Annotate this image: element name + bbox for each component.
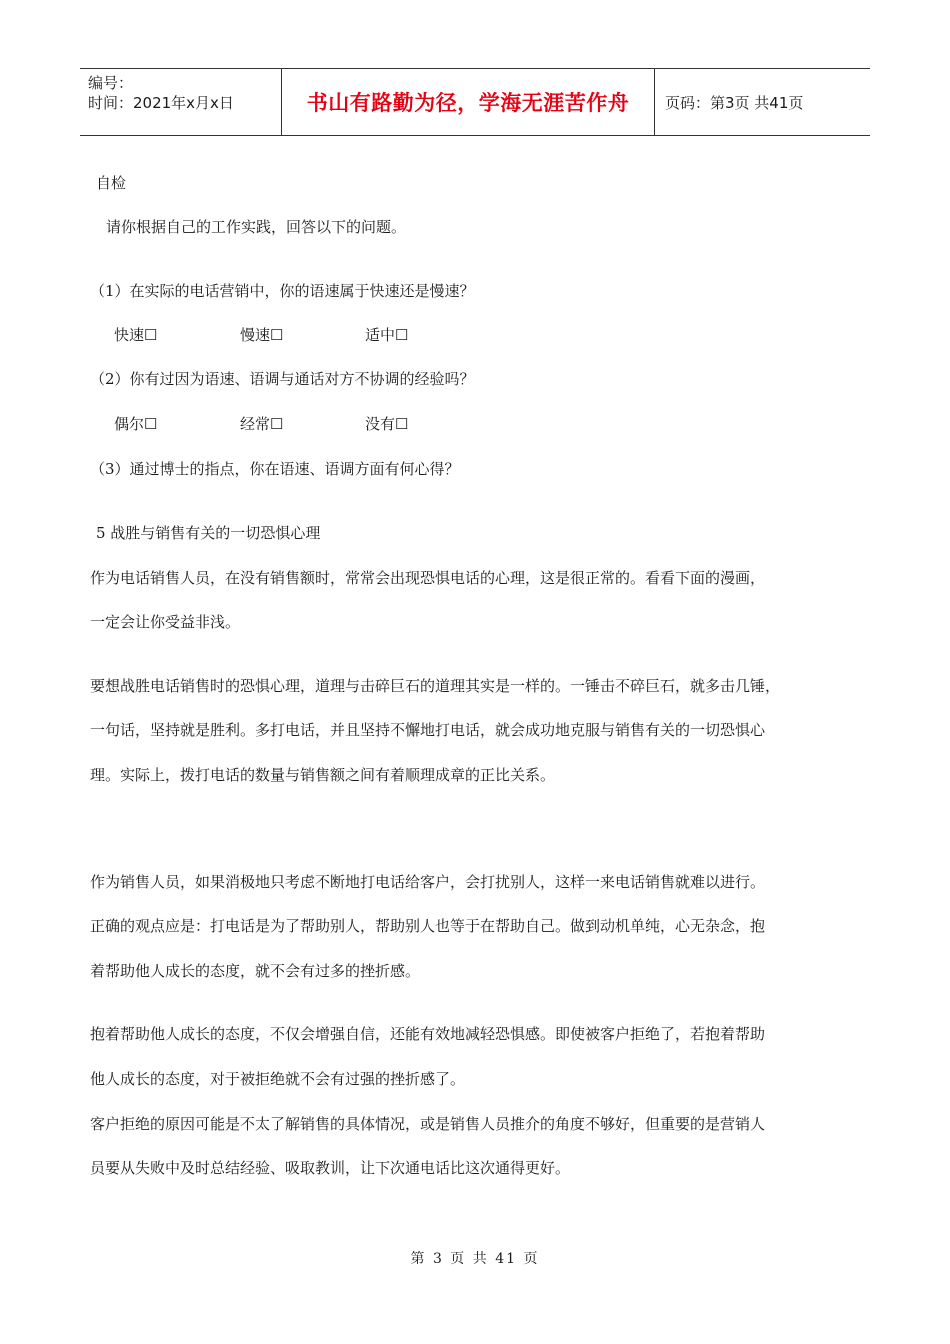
section-5-title: 5 战胜与销售有关的一切恐惧心理 bbox=[96, 524, 321, 542]
q2-option-never[interactable]: 没有☐ bbox=[365, 415, 409, 433]
paragraph-4-line-1: 抱着帮助他人成长的态度，不仅会增强自信，还能有效地减轻恐惧感。即使被客户拒绝了，若抱着帮助 bbox=[90, 1025, 766, 1043]
question-1: （1）在实际的电话营销中，你的语速属于快速还是慢速？ bbox=[90, 282, 475, 300]
page-footer: 第 3 页 共 41 页 bbox=[410, 1251, 540, 1267]
paragraph-2-line-1: 要想战胜电话销售时的恐惧心理，道理与击碎巨石的道理其实是一样的。一锤击不碎巨石，就多击几锤， bbox=[90, 677, 781, 695]
self-check-title: 自检 bbox=[96, 174, 127, 192]
paragraph-5-line-1: 客户拒绝的原因可能是不太了解销售的具体情况，或是销售人员推介的角度不够好，但重要的是营销人 bbox=[90, 1115, 766, 1133]
paragraph-1-line-1: 作为电话销售人员，在没有销售额时，常常会出现恐惧电话的心理，这是很正常的。看看下面的漫画， bbox=[90, 569, 766, 587]
time-label: 时间：2021年x月x日 bbox=[88, 94, 234, 112]
question-2: （2）你有过因为语速、语调与通话对方不协调的经验吗？ bbox=[90, 370, 475, 388]
paragraph-2-line-3: 理。实际上，拨打电话的数量与销售额之间有着顺理成章的正比关系。 bbox=[90, 766, 556, 784]
header-meta bbox=[80, 69, 282, 135]
instruction-text: 请你根据自己的工作实践，回答以下的问题。 bbox=[106, 218, 407, 236]
q2-option-often[interactable]: 经常☐ bbox=[240, 415, 284, 433]
paragraph-3-line-1: 作为销售人员，如果消极地只考虑不断地打电话给客户，会打扰别人，这样一来电话销售就难以进行。 bbox=[90, 873, 766, 891]
q1-option-slow[interactable]: 慢速☐ bbox=[240, 326, 284, 344]
q2-option-sometimes[interactable]: 偶尔☐ bbox=[114, 415, 158, 433]
q1-option-moderate[interactable]: 适中☐ bbox=[365, 326, 409, 344]
q1-option-fast[interactable]: 快速☐ bbox=[114, 326, 158, 344]
paragraph-2-line-2: 一句话，坚持就是胜利。多打电话，并且坚持不懈地打电话，就会成功地克服与销售有关的一切恐惧心 bbox=[90, 721, 766, 739]
header-motto: 书山有路勤为径，学海无涯苦作舟 bbox=[282, 69, 655, 135]
paragraph-3-line-2: 正确的观点应是：打电话是为了帮助别人，帮助别人也等于在帮助自己。做到动机单纯，心无杂念，抱 bbox=[90, 917, 766, 935]
number-label: 编号： bbox=[88, 74, 134, 92]
paragraph-5-line-2: 员要从失败中及时总结经验、吸取教训，让下次通电话比这次通得更好。 bbox=[90, 1159, 571, 1177]
question-3: （3）通过博士的指点，你在语速、语调方面有何心得？ bbox=[90, 460, 460, 478]
paragraph-4-line-2: 他人成长的态度，对于被拒绝就不会有过强的挫折感了。 bbox=[90, 1070, 466, 1088]
header-page-info: 页码：第3页 共41页 bbox=[665, 93, 804, 112]
paragraph-3-line-3: 着帮助他人成长的态度，就不会有过多的挫折感。 bbox=[90, 962, 421, 980]
paragraph-1-line-2: 一定会让你受益非浅。 bbox=[90, 613, 241, 631]
page-header bbox=[80, 68, 870, 136]
